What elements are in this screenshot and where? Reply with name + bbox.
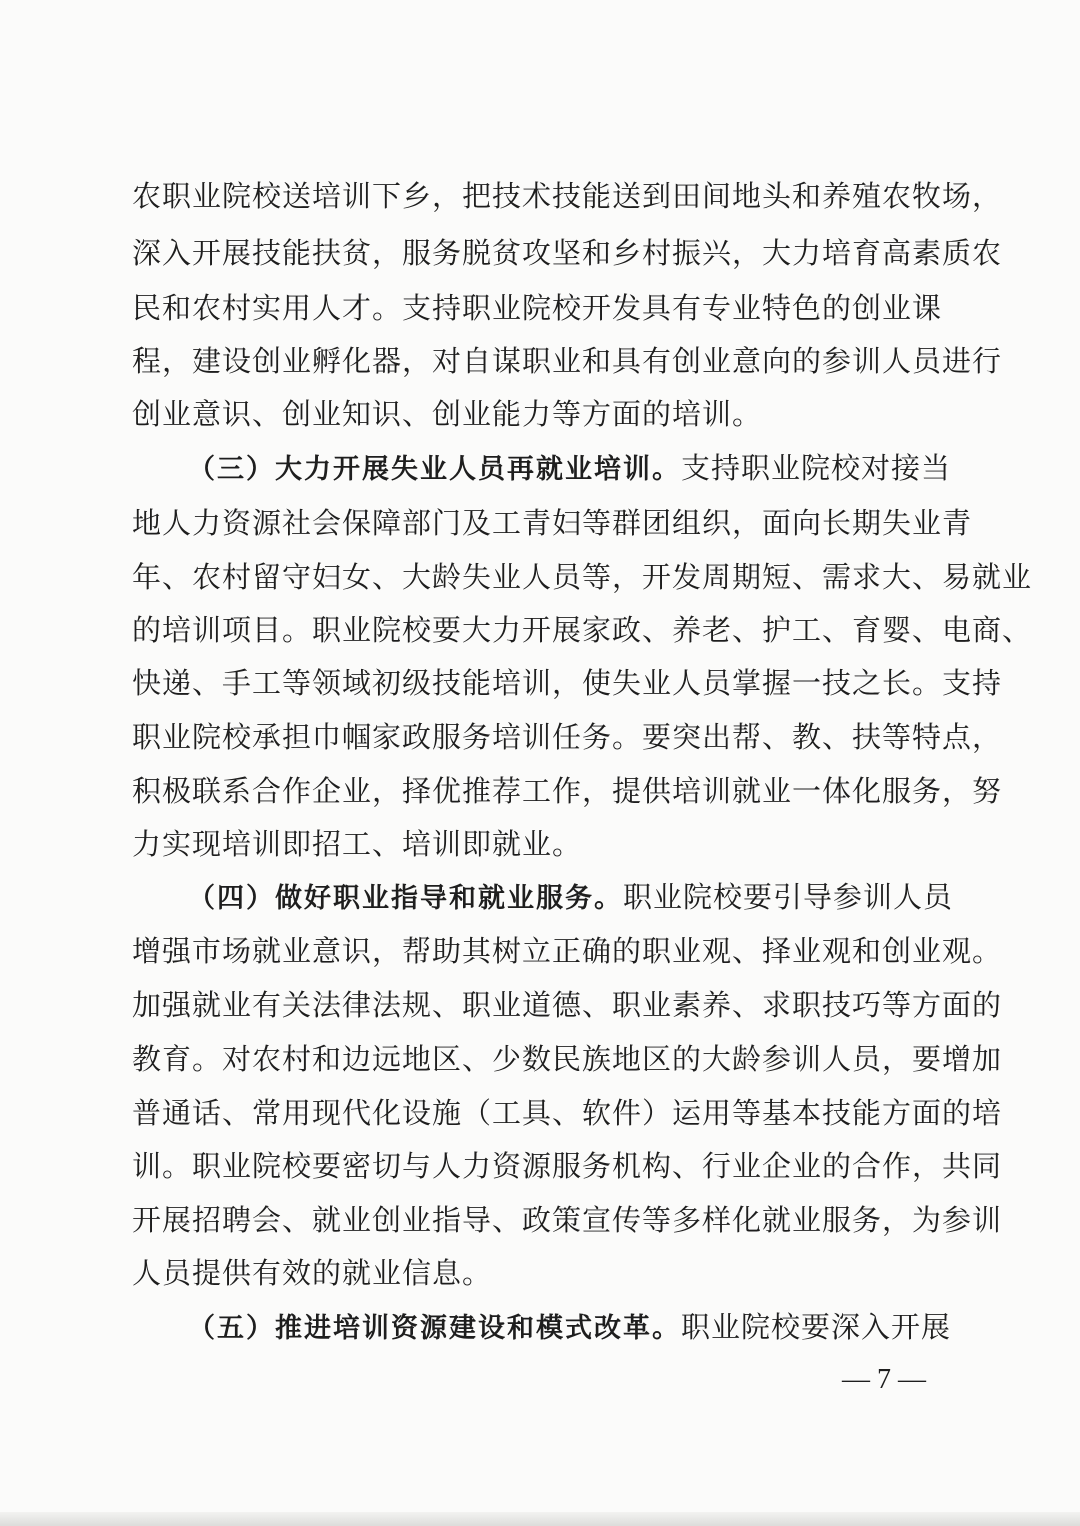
scan-edge bbox=[0, 1512, 1080, 1526]
page-number: — 7 — bbox=[842, 1364, 926, 1395]
body-text-line: 增强市场就业意识，帮助其树立正确的职业观、择业观和创业观。 bbox=[132, 934, 1003, 968]
body-text-line: 教育。对农村和边远地区、少数民族地区的大龄参训人员，要增加 bbox=[132, 1042, 1003, 1076]
body-text-line: 开展招聘会、就业创业指导、政策宣传等多样化就业服务，为参训 bbox=[132, 1203, 1003, 1237]
body-text-line: 积极联系合作企业，择优推荐工作，提供培训就业一体化服务，努 bbox=[132, 774, 1003, 808]
section-5-first-line bbox=[188, 1307, 952, 1347]
body-text-line: 训。职业院校要密切与人力资源服务机构、行业企业的合作，共同 bbox=[132, 1149, 1003, 1183]
body-text-line: 人员提供有效的就业信息。 bbox=[132, 1256, 493, 1290]
section-5-lead-text: 职业院校要深入开展 bbox=[681, 1310, 952, 1344]
body-text-line: 农职业院校送培训下乡，把技术技能送到田间地头和养殖农牧场， bbox=[132, 179, 1003, 213]
section-4-lead-text: 职业院校要引导参训人员 bbox=[623, 880, 954, 914]
section-5-heading: （五）推进培训资源建设和模式改革。 bbox=[188, 1313, 681, 1344]
section-3-lead-text: 支持职业院校对接当 bbox=[681, 451, 952, 485]
body-text-line: 普通话、常用现代化设施（工具、软件）运用等基本技能方面的培 bbox=[132, 1096, 1003, 1130]
body-text-line: 力实现培训即招工、培训即就业。 bbox=[132, 827, 583, 861]
body-text-line: 地人力资源社会保障部门及工青妇等群团组织，面向长期失业青 bbox=[132, 506, 973, 540]
section-4-first-line bbox=[188, 877, 954, 917]
body-text-line: 创业意识、创业知识、创业能力等方面的培训。 bbox=[132, 397, 763, 431]
body-text-line: 的培训项目。职业院校要大力开展家政、养老、护工、育婴、电商、 bbox=[132, 613, 1033, 647]
body-text-line: 深入开展技能扶贫，服务脱贫攻坚和乡村振兴，大力培育高素质农 bbox=[132, 236, 1003, 270]
body-text-line: 快递、手工等领域初级技能培训，使失业人员掌握一技之长。支持 bbox=[132, 666, 1003, 700]
section-3-first-line bbox=[188, 448, 952, 488]
body-text-line: 民和农村实用人才。支持职业院校开发具有专业特色的创业课 bbox=[132, 291, 943, 325]
section-3-heading: （三）大力开展失业人员再就业培训。 bbox=[188, 454, 681, 485]
body-text-line: 年、农村留守妇女、大龄失业人员等，开发周期短、需求大、易就业 bbox=[132, 560, 1033, 594]
body-text-line: 职业院校承担巾帼家政服务培训任务。要突出帮、教、扶等特点， bbox=[132, 720, 1003, 754]
section-4-heading: （四）做好职业指导和就业服务。 bbox=[188, 883, 623, 914]
body-text-line: 加强就业有关法律法规、职业道德、职业素养、求职技巧等方面的 bbox=[132, 988, 1003, 1022]
body-text-line: 程，建设创业孵化器，对自谋职业和具有创业意向的参训人员进行 bbox=[132, 344, 1003, 378]
